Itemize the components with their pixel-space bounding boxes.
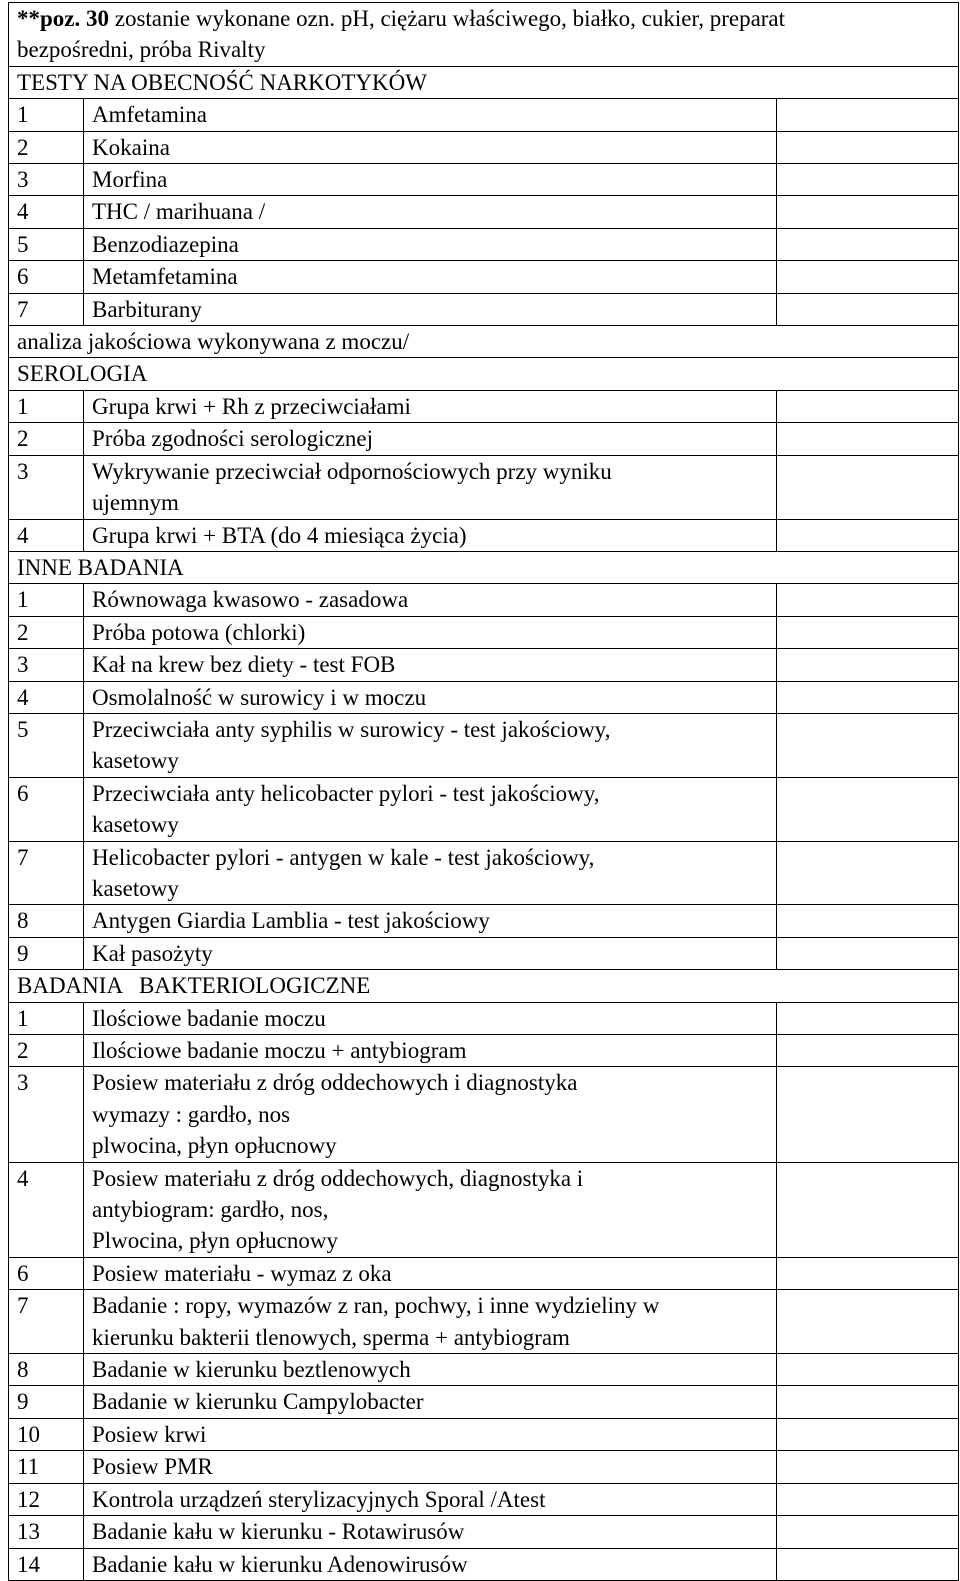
row-test-name xyxy=(84,131,777,163)
test-name-line: Posiew PMR xyxy=(92,1454,213,1480)
row-number: 9 xyxy=(9,937,84,969)
row-test-name xyxy=(84,1516,777,1548)
row-blank-cell xyxy=(777,1548,959,1580)
row-blank-cell xyxy=(777,99,959,131)
row-number: 1 xyxy=(9,99,84,131)
table-row xyxy=(9,1002,959,1034)
test-name-line: Grupa krwi + BTA (do 4 miesiąca życia) xyxy=(92,522,467,548)
row-number: 5 xyxy=(9,228,84,260)
row-number: 4 xyxy=(9,519,84,551)
row-test-name xyxy=(84,196,777,228)
table-row xyxy=(9,390,959,422)
table-row xyxy=(9,649,959,681)
intro-note xyxy=(9,3,959,67)
row-number: 3 xyxy=(9,649,84,681)
row-blank-cell xyxy=(777,1002,959,1034)
row-test-name xyxy=(84,584,777,616)
row-blank-cell xyxy=(777,1451,959,1483)
test-name-line: ujemnym xyxy=(92,490,179,516)
row-blank-cell xyxy=(777,1257,959,1289)
intro-bold-prefix: **poz. 30 xyxy=(17,6,109,31)
row-test-name xyxy=(84,841,777,905)
row-number: 7 xyxy=(9,1290,84,1354)
row-test-name xyxy=(84,1418,777,1450)
table-row xyxy=(9,1483,959,1515)
section-title: TESTY NA OBECNOŚĆ NARKOTYKÓW xyxy=(9,66,959,98)
tests-table-body xyxy=(9,3,959,1581)
row-test-name xyxy=(84,293,777,325)
row-test-name xyxy=(84,1354,777,1386)
test-name-line: Badanie w kierunku beztlenowych xyxy=(92,1357,411,1383)
table-row xyxy=(9,1035,959,1067)
test-name-line: Próba potowa (chlorki) xyxy=(92,619,306,645)
table-row xyxy=(9,1067,959,1162)
row-test-name xyxy=(84,261,777,293)
intro-row xyxy=(9,3,959,67)
table-row xyxy=(9,841,959,905)
row-number: 8 xyxy=(9,905,84,937)
row-blank-cell xyxy=(777,905,959,937)
row-blank-cell xyxy=(777,1162,959,1257)
table-row xyxy=(9,1354,959,1386)
row-blank-cell xyxy=(777,196,959,228)
row-number: 5 xyxy=(9,713,84,777)
row-blank-cell xyxy=(777,1483,959,1515)
table-row xyxy=(9,455,959,519)
row-test-name xyxy=(84,777,777,841)
row-blank-cell xyxy=(777,616,959,648)
table-row xyxy=(9,1451,959,1483)
row-number: 4 xyxy=(9,1162,84,1257)
row-blank-cell xyxy=(777,1354,959,1386)
tests-table xyxy=(8,2,959,1581)
row-test-name xyxy=(84,99,777,131)
row-number: 6 xyxy=(9,261,84,293)
test-name-line: Badanie : ropy, wymazów z ran, pochwy, i inne wydzieliny w xyxy=(92,1293,660,1319)
table-row xyxy=(9,196,959,228)
row-test-name xyxy=(84,937,777,969)
row-test-name xyxy=(84,616,777,648)
row-test-name xyxy=(84,649,777,681)
table-row xyxy=(9,777,959,841)
row-blank-cell xyxy=(777,131,959,163)
table-row xyxy=(9,1290,959,1354)
row-blank-cell xyxy=(777,649,959,681)
test-name-line: Ilościowe badanie moczu xyxy=(92,1005,326,1031)
table-row xyxy=(9,423,959,455)
row-blank-cell xyxy=(777,164,959,196)
section-title: INNE BADANIA xyxy=(9,551,959,583)
table-row xyxy=(9,937,959,969)
test-name-line: Posiew materiału z dróg oddechowych i diagnostyka xyxy=(92,1070,578,1096)
row-number: 4 xyxy=(9,196,84,228)
row-blank-cell xyxy=(777,261,959,293)
row-test-name xyxy=(84,681,777,713)
row-blank-cell xyxy=(777,519,959,551)
row-test-name xyxy=(84,1386,777,1418)
test-name-line: Metamfetamina xyxy=(92,264,238,290)
row-blank-cell xyxy=(777,423,959,455)
row-blank-cell xyxy=(777,1067,959,1162)
table-row xyxy=(9,131,959,163)
table-row xyxy=(9,228,959,260)
table-row xyxy=(9,164,959,196)
test-name-line: Benzodiazepina xyxy=(92,231,239,257)
row-number: 9 xyxy=(9,1386,84,1418)
row-test-name xyxy=(84,905,777,937)
test-name-line: Posiew materiału - wymaz z oka xyxy=(92,1260,392,1286)
row-number: 3 xyxy=(9,455,84,519)
table-row xyxy=(9,99,959,131)
section-header-row xyxy=(9,970,959,1002)
row-test-name xyxy=(84,519,777,551)
row-blank-cell xyxy=(777,841,959,905)
row-blank-cell xyxy=(777,937,959,969)
row-test-name xyxy=(84,1035,777,1067)
test-name-line: Kontrola urządzeń sterylizacyjnych Sporal /Atest xyxy=(92,1486,546,1512)
test-name-line: wymazy : gardło, nos xyxy=(92,1101,291,1127)
test-name-line: kasetowy xyxy=(92,875,179,901)
section-title: SEROLOGIA xyxy=(9,358,959,390)
row-number: 2 xyxy=(9,131,84,163)
test-name-line: Badanie kału w kierunku Adenowirusów xyxy=(92,1551,468,1577)
test-name-line: Ilościowe badanie moczu + antybiogram xyxy=(92,1038,467,1063)
test-name-line: kasetowy xyxy=(92,812,179,838)
test-name-line: Posiew materiału z dróg oddechowych, diagnostyka i xyxy=(92,1165,584,1191)
row-number: 13 xyxy=(9,1516,84,1548)
row-blank-cell xyxy=(777,1386,959,1418)
test-name-line: kierunku bakterii tlenowych, sperma + antybiogram xyxy=(92,1324,570,1350)
table-row xyxy=(9,1516,959,1548)
row-blank-cell xyxy=(777,713,959,777)
row-test-name xyxy=(84,423,777,455)
test-name-line: Kał pasożyty xyxy=(92,940,213,966)
test-name-line: Przeciwciała anty helicobacter pylori - test jakościowy, xyxy=(92,780,600,806)
row-number: 2 xyxy=(9,616,84,648)
table-row xyxy=(9,1418,959,1450)
intro-text-line: zostanie wykonane ozn. pH, ciężaru właściwego, białko, cukier, preparat xyxy=(109,6,786,31)
row-number: 1 xyxy=(9,390,84,422)
row-number: 4 xyxy=(9,681,84,713)
test-name-line: kasetowy xyxy=(92,748,179,774)
row-number: 6 xyxy=(9,1257,84,1289)
section-header-row xyxy=(9,358,959,390)
test-name-line: Amfetamina xyxy=(92,102,207,128)
row-test-name xyxy=(84,455,777,519)
table-row xyxy=(9,293,959,325)
test-name-line: Badanie w kierunku Campylobacter xyxy=(92,1389,424,1415)
table-row xyxy=(9,616,959,648)
row-blank-cell xyxy=(777,1035,959,1067)
row-test-name xyxy=(84,1548,777,1580)
table-row xyxy=(9,713,959,777)
test-name-line: Antygen Giardia Lamblia - test jakościowy xyxy=(92,908,490,934)
test-name-line: Wykrywanie przeciwciał odpornościowych przy wyniku xyxy=(92,458,612,484)
test-name-line: Osmolalność w surowicy i w moczu xyxy=(92,684,427,710)
test-name-line: Równowaga kwasowo - zasadowa xyxy=(92,587,409,613)
row-test-name xyxy=(84,1257,777,1289)
row-test-name xyxy=(84,390,777,422)
test-name-line: Posiew krwi xyxy=(92,1421,207,1447)
test-name-line: Barbiturany xyxy=(92,296,202,322)
row-blank-cell xyxy=(777,1290,959,1354)
section-note-row xyxy=(9,326,959,358)
row-test-name xyxy=(84,1067,777,1162)
test-name-line: Przeciwciała anty syphilis w surowicy - test jakościowy, xyxy=(92,716,611,742)
row-blank-cell xyxy=(777,390,959,422)
row-number: 2 xyxy=(9,1035,84,1067)
section-header-row xyxy=(9,551,959,583)
row-blank-cell xyxy=(777,455,959,519)
row-number: 6 xyxy=(9,777,84,841)
row-number: 1 xyxy=(9,1002,84,1034)
section-title: BADANIA BAKTERIOLOGICZNE xyxy=(9,970,959,1002)
table-row xyxy=(9,584,959,616)
row-blank-cell xyxy=(777,1418,959,1450)
row-number: 2 xyxy=(9,423,84,455)
table-row xyxy=(9,519,959,551)
table-row xyxy=(9,681,959,713)
test-name-line: Morfina xyxy=(92,167,168,193)
table-row xyxy=(9,905,959,937)
row-blank-cell xyxy=(777,293,959,325)
row-test-name xyxy=(84,713,777,777)
row-test-name xyxy=(84,1451,777,1483)
table-row xyxy=(9,1548,959,1580)
row-blank-cell xyxy=(777,1516,959,1548)
row-test-name xyxy=(84,1483,777,1515)
table-row xyxy=(9,1162,959,1257)
test-name-line: Helicobacter pylori - antygen w kale - test jakościowy, xyxy=(92,844,595,870)
row-number: 3 xyxy=(9,164,84,196)
row-blank-cell xyxy=(777,228,959,260)
section-note: analiza jakościowa wykonywana z moczu/ xyxy=(9,326,959,358)
row-test-name xyxy=(84,1162,777,1257)
test-name-line: antybiogram: gardło, nos, xyxy=(92,1197,329,1223)
row-number: 12 xyxy=(9,1483,84,1515)
section-header-row xyxy=(9,66,959,98)
test-name-line: Kokaina xyxy=(92,134,170,160)
test-name-line: Plwocina, płyn opłucnowy xyxy=(92,1228,338,1254)
row-number: 10 xyxy=(9,1418,84,1450)
row-number: 3 xyxy=(9,1067,84,1162)
row-number: 1 xyxy=(9,584,84,616)
row-blank-cell xyxy=(777,584,959,616)
row-test-name xyxy=(84,164,777,196)
row-test-name xyxy=(84,228,777,260)
row-number: 7 xyxy=(9,841,84,905)
row-number: 11 xyxy=(9,1451,84,1483)
test-name-line: plwocina, płyn opłucnowy xyxy=(92,1133,337,1159)
table-row xyxy=(9,1257,959,1289)
row-number: 7 xyxy=(9,293,84,325)
table-row xyxy=(9,1386,959,1418)
test-name-line: Kał na krew bez diety - test FOB xyxy=(92,652,396,678)
test-name-line: Badanie kału w kierunku - Rotawirusów xyxy=(92,1519,465,1545)
test-name-line: Próba zgodności serologicznej xyxy=(92,426,374,452)
row-blank-cell xyxy=(777,777,959,841)
test-name-line: THC / marihuana / xyxy=(92,199,266,225)
intro-text-line: bezpośredni, próba Rivalty xyxy=(17,37,266,63)
row-number: 14 xyxy=(9,1548,84,1580)
row-number: 8 xyxy=(9,1354,84,1386)
test-name-line: Grupa krwi + Rh z przeciwciałami xyxy=(92,393,411,419)
row-blank-cell xyxy=(777,681,959,713)
table-row xyxy=(9,261,959,293)
row-test-name xyxy=(84,1002,777,1034)
row-test-name xyxy=(84,1290,777,1354)
